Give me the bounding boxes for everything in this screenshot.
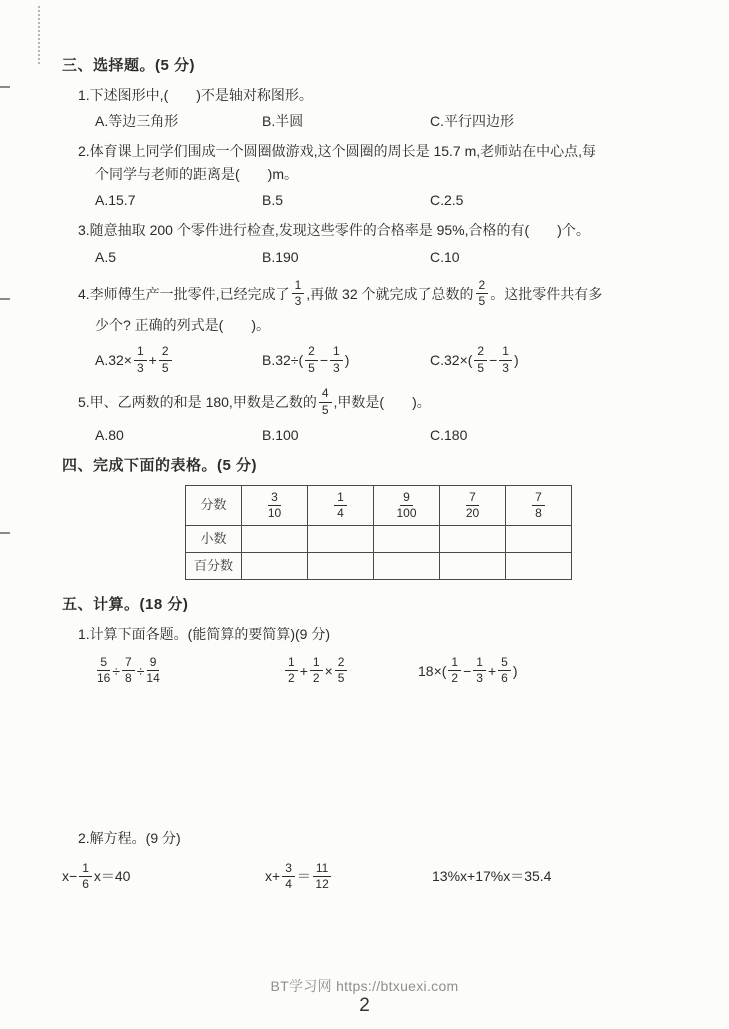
section-calculation — [62, 594, 684, 899]
question-stem: 4.李师傅生产一批零件,已经完成了 $\frac{1}{3}$ ,再做 32 个就完成了总数的 $\frac{2}{5}$ 。这批零件共有多 — [78, 278, 603, 309]
option-c: C.平行四边形 — [430, 113, 514, 130]
table-cell-fraction — [440, 486, 506, 526]
fraction: $\frac{2}{5}$ — [335, 656, 348, 685]
subsection-title: 2.解方程。(9 分) — [78, 829, 181, 846]
expression-3: 18×( $\frac{1}{2}$ − $\frac{1}{3}$ + $\frac{5}{6}$ ) — [418, 655, 518, 686]
option-b: B.190 — [262, 248, 299, 265]
row-label: 分数 — [186, 486, 242, 526]
fraction: $\frac{1}{3}$ — [292, 279, 305, 308]
fraction: $\frac{1}{3}$ — [134, 345, 147, 374]
binding-mark — [0, 298, 10, 300]
option-a: A.15.7 — [95, 191, 136, 208]
table-cell-fraction — [308, 486, 374, 526]
fraction: $\frac{1}{3}$ — [330, 345, 343, 374]
work-space — [62, 686, 684, 828]
fraction: $\frac{1}{2}$ — [285, 656, 298, 685]
option-c: C.2.5 — [430, 191, 464, 208]
option-b: B.5 — [262, 191, 284, 208]
row-label: 百分数 — [186, 553, 242, 580]
option-a: A.5 — [95, 248, 117, 265]
table-cell-empty — [506, 526, 572, 553]
table-row-percent — [186, 553, 572, 580]
table-cell-empty — [374, 526, 440, 553]
question-2 — [62, 141, 684, 210]
table-cell-empty — [440, 553, 506, 580]
equations-row — [62, 862, 684, 891]
question-stem-continued: 少个? 正确的列式是( )。 — [95, 316, 270, 333]
fraction: $\frac{1}{2}$ — [310, 656, 323, 685]
paper-content — [62, 55, 684, 899]
table-cell-empty — [374, 553, 440, 580]
margin-dotted-line — [38, 6, 40, 64]
equation-1: x− $\frac{1}{6}$ x＝40 — [62, 860, 131, 892]
subsection-title: 1.计算下面各题。(能简算的要简算)(9 分) — [78, 625, 330, 642]
section-choice — [62, 55, 684, 445]
table-cell-empty — [242, 526, 308, 553]
expression-2: $\frac{1}{2}$ + $\frac{1}{2}$ × $\frac{2}{5}$ — [283, 656, 418, 685]
equation-2: x+ $\frac{3}{4}$ ＝ $\frac{11}{12}$ — [265, 862, 432, 891]
option-c: C.10 — [430, 248, 460, 265]
table-cell-empty — [308, 526, 374, 553]
fraction: $\frac{11}{12}$ — [313, 862, 331, 891]
question-1 — [62, 85, 684, 132]
binding-mark — [0, 532, 10, 534]
question-4 — [62, 277, 684, 379]
fraction-decimal-percent-table — [185, 485, 572, 580]
option-c: C.32×( $\frac{2}{5}$ − $\frac{1}{3}$ ) — [430, 344, 519, 375]
fraction: $\frac{5}{16}$ — [97, 655, 111, 686]
options-row — [62, 111, 684, 131]
section-title: 三、选择题。(5 分) — [62, 57, 196, 74]
question-stem: 1.下述图形中,( )不是轴对称图形。 — [78, 86, 313, 103]
page-number: 2 — [359, 995, 370, 1016]
fraction: $\frac{3}{4}$ — [282, 862, 295, 891]
options-row — [62, 190, 684, 210]
fraction: $\frac{1}{3}$ — [499, 345, 512, 374]
fraction: $\frac{7}{20}$ — [465, 489, 480, 521]
section-table — [62, 455, 684, 580]
table-cell-empty — [506, 553, 572, 580]
option-b: B.32÷( $\frac{2}{5}$ − $\frac{1}{3}$ ) — [262, 344, 350, 375]
fraction: $\frac{9}{14}$ — [146, 655, 160, 686]
fraction: $\frac{9}{100}$ — [396, 489, 417, 521]
table-row-decimal — [186, 526, 572, 553]
question-stem: 3.随意抽取 200 个零件进行检查,发现这些零件的合格率是 95%,合格的有( )个。 — [78, 222, 590, 239]
fraction: $\frac{2}{5}$ — [305, 345, 318, 374]
option-a: A.等边三角形 — [95, 113, 179, 130]
section-title: 四、完成下面的表格。(5 分) — [62, 457, 258, 475]
option-b: B.100 — [262, 427, 299, 444]
option-b: B.半圆 — [262, 113, 304, 130]
option-a: A.80 — [95, 427, 124, 444]
fraction: $\frac{5}{6}$ — [498, 656, 511, 685]
fraction: $\frac{1}{6}$ — [79, 862, 92, 891]
table-cell-empty — [308, 553, 374, 580]
site-watermark: BT学习网 https://btxuexi.com — [270, 978, 459, 994]
question-stem: 5.甲、乙两数的和是 180,甲数是乙数的 $\frac{4}{5}$ ,甲数是( )。 — [78, 386, 431, 417]
question-5 — [62, 383, 684, 445]
fraction: $\frac{1}{4}$ — [334, 491, 347, 520]
table-cell-fraction — [374, 486, 440, 526]
options-row — [62, 425, 684, 445]
options-row — [62, 247, 684, 267]
fraction: $\frac{2}{5}$ — [159, 345, 172, 374]
table-row-fraction — [186, 486, 572, 526]
table-cell-empty — [242, 553, 308, 580]
question-stem: 2.体育课上同学们围成一个圆圈做游戏,这个圆圈的周长是 15.7 m,老师站在中心点,每 — [78, 143, 597, 160]
expression-1: $\frac{5}{16}$ ÷ $\frac{7}{8}$ ÷ $\frac{9}{14}$ — [97, 655, 160, 686]
section-title: 五、计算。(18 分) — [62, 596, 189, 614]
fraction: $\frac{2}{5}$ — [474, 345, 487, 374]
options-row — [62, 341, 684, 379]
fraction: $\frac{1}{3}$ — [473, 656, 486, 685]
fraction: $\frac{7}{8}$ — [122, 656, 135, 685]
equation-3: 13%x+17%x＝35.4 — [432, 868, 552, 885]
option-c: C.180 — [430, 427, 468, 444]
question-stem-continued: 个同学与老师的距离是( )m。 — [95, 165, 298, 182]
binding-mark — [0, 86, 10, 88]
fraction: $\frac{7}{8}$ — [532, 491, 545, 520]
row-label: 小数 — [186, 526, 242, 553]
fraction: $\frac{4}{5}$ — [319, 387, 332, 416]
fraction: $\frac{1}{2}$ — [448, 656, 461, 685]
option-a: A.32× $\frac{1}{3}$ + $\frac{2}{5}$ — [95, 345, 262, 374]
fraction: $\frac{3}{10}$ — [267, 489, 282, 521]
question-3 — [62, 220, 684, 267]
work-space — [62, 891, 684, 899]
expressions-row — [62, 656, 684, 685]
table-cell-empty — [440, 526, 506, 553]
fraction: $\frac{2}{5}$ — [476, 279, 489, 308]
table-cell-fraction — [506, 486, 572, 526]
table-cell-fraction — [242, 486, 308, 526]
